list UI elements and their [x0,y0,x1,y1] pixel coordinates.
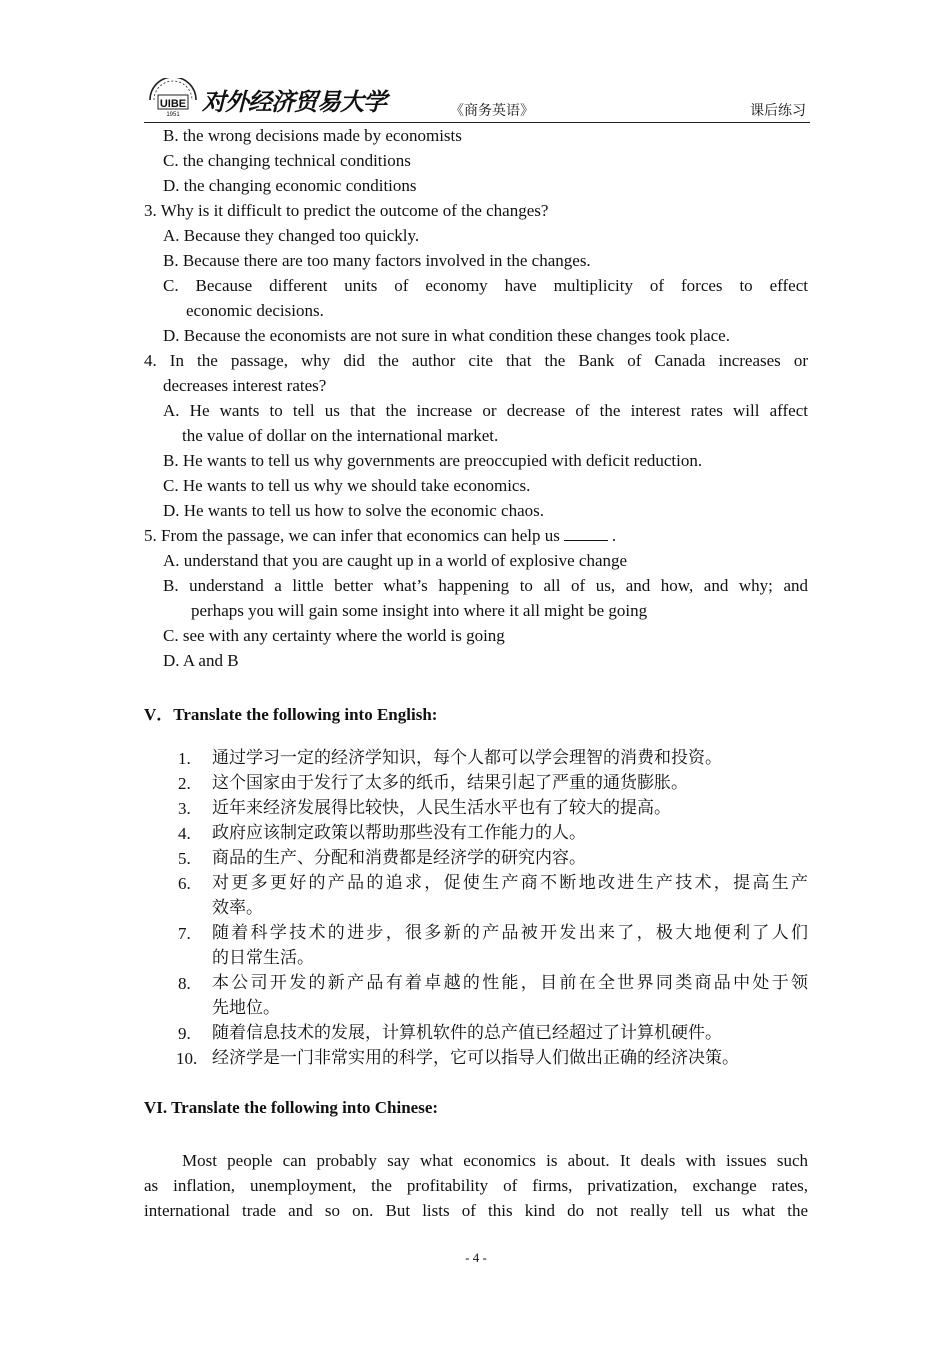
section-v-item-text: 随着科学技术的进步，很多新的产品被开发出来了，极大地便利了人们 [212,923,808,943]
q4-option-d: D. He wants to tell us how to solve the economic chaos. [163,501,545,520]
q5-option-b-line1: B. understand a little better what’s happening to all of us, and how, and why; and [163,576,808,595]
q4-option-a-line1: A. He wants to tell us that the increase or decrease of the interest rates will affect [163,401,808,420]
q4-option-b: B. He wants to tell us why governments are preoccupied with deficit reduction. [163,451,703,470]
section-v-item-number: 9. [178,1024,191,1043]
page-number: - 4 - [465,1250,487,1265]
section-vi-paragraph-line1: Most people can probably say what economics is about. It deals with issues such [182,1151,808,1170]
section-v-item-text: 的日常生活。 [212,948,314,968]
section-v-item-text: 先地位。 [212,998,280,1018]
q3-option-d: D. Because the economists are not sure in what condition these changes took place. [163,326,730,345]
q4-option-c: C. He wants to tell us why we should take economics. [163,476,531,495]
section-v-item-number: 4. [178,824,191,843]
section-v-item-text: 通过学习一定的经济学知识，每个人都可以学会理智的消费和投资。 [212,748,722,768]
q3-stem: 3. Why is it difficult to predict the outcome of the changes? [144,201,549,220]
section-v-item-text: 随着信息技术的发展，计算机软件的总产值已经超过了计算机硬件。 [212,1023,722,1043]
section-v-item-number: 1. [178,749,191,768]
q5-option-a: A. understand that you are caught up in a world of explosive change [163,551,628,570]
q4-stem-line1: 4. In the passage, why did the author cite that the Bank of Canada increases or [144,351,808,370]
q5-stem-text: 5. From the passage, we can infer that economics can help us [144,526,560,545]
section-v-item-number: 6. [178,874,191,893]
q2-option-c: C. the changing technical conditions [163,151,411,170]
university-name: 对外经济贸易大学 [202,87,386,116]
section-v-item-text: 这个国家由于发行了太多的纸币，结果引起了严重的通货膨胀。 [212,773,688,793]
svg-text:1951: 1951 [166,112,180,118]
q3-option-c-line2: economic decisions. [186,301,324,320]
q5-option-c: C. see with any certainty where the world is going [163,626,505,645]
q4-stem-line2: decreases interest rates? [163,376,327,395]
q3-option-a: A. Because they changed too quickly. [163,226,420,245]
q3-option-b: B. Because there are too many factors involved in the changes. [163,251,591,270]
section-v-item-text: 本公司开发的新产品有着卓越的性能，目前在全世界同类商品中处于领 [212,973,808,993]
section-v-item-number: 10. [176,1049,198,1068]
section-vi-paragraph-line3: international trade and so on. But lists of this kind do not really tell us what the [144,1201,808,1220]
q5-option-b-line2: perhaps you will gain some insight into where it all might be going [191,601,648,620]
q5-stem-period: . [611,526,617,545]
q2-option-d: D. the changing economic conditions [163,176,417,195]
section-label: 课后练习 [750,104,806,119]
page-header [144,78,810,123]
section-v-item-text: 商品的生产、分配和消费都是经济学的研究内容。 [212,848,586,868]
svg-text:UIBE: UIBE [159,98,187,110]
section-v-item-number: 2. [178,774,191,793]
q3-option-c-line1: C. Because different units of economy have multiplicity of forces to effect [163,276,808,295]
section-vi-paragraph-line2: as inflation, unemployment, the profitability of firms, privatization, exchange rates, [144,1176,808,1195]
section-vi-heading: VI. Translate the following into Chinese: [144,1098,439,1117]
q4-option-a-line2: the value of dollar on the international market. [182,426,499,445]
section-v-item-text: 效率。 [212,898,263,918]
section-v-item-text: 经济学是一门非常实用的科学，它可以指导人们做出正确的经济决策。 [212,1048,739,1068]
section-v-item-text: 近年来经济发展得比较快，人民生活水平也有了较大的提高。 [212,798,671,818]
university-logo-icon [144,78,202,118]
q2-option-b: B. the wrong decisions made by economists [163,126,462,145]
section-v-item-number: 3. [178,799,191,818]
section-v-item-text: 对更多更好的产品的追求，促使生产商不断地改进生产技术，提高生产 [212,873,808,893]
section-v-item-number: 5. [178,849,191,868]
section-v-item-text: 政府应该制定政策以帮助那些没有工作能力的人。 [212,823,586,843]
section-v-heading: V．Translate the following into English: [144,705,438,724]
q5-stem [144,523,616,548]
q5-option-d: D. A and B [163,651,239,670]
answer-blank [564,526,608,541]
section-v-item-number: 8. [178,974,191,993]
section-v-item-number: 7. [178,924,191,943]
course-title: 《商务英语》 [450,104,534,119]
